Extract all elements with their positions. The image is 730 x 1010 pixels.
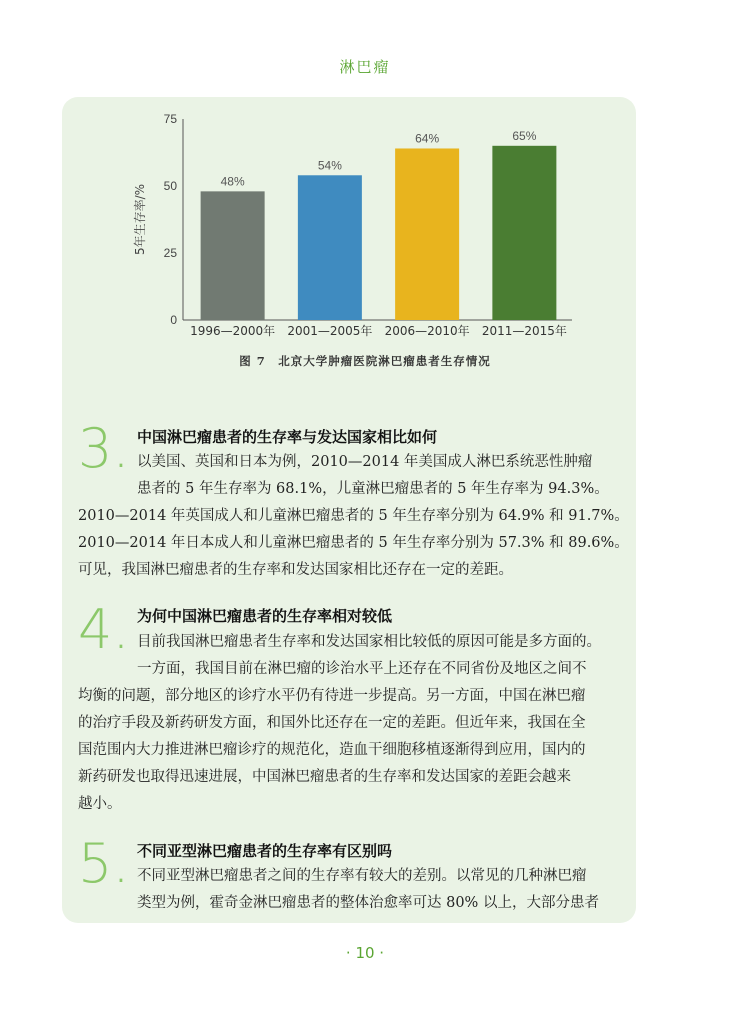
paragraph: [137, 656, 587, 683]
x-tick-label: 2006—2010年: [384, 324, 470, 338]
paragraph-first: [137, 629, 601, 656]
section-number: 3.: [78, 417, 130, 480]
text-line: 不同亚型淋巴瘤患者之间的生存率有较大的差别。以常见的几种淋巴瘤: [137, 868, 587, 884]
section-number: 4.: [78, 598, 130, 661]
paragraph: [78, 683, 586, 818]
text-line: 患者的 5 年生存率为 68.1%，儿童淋巴瘤患者的 5 年生存率为 94.3%。: [137, 481, 609, 497]
text-line: 新药研发也取得迅速进展，中国淋巴瘤患者的生存率和发达国家的差距会越来: [78, 769, 571, 785]
bar-value-label: 48%: [220, 174, 245, 189]
y-tick-label: 25: [163, 246, 177, 260]
y-tick-label: 75: [163, 112, 177, 126]
bar: [492, 146, 556, 320]
text-line: 类型为例，霍奇金淋巴瘤患者的整体治愈率可达 80% 以上，大部分患者: [137, 895, 599, 911]
bar: [298, 175, 362, 320]
bar-value-label: 65%: [512, 128, 537, 143]
bar-value-label: 64%: [415, 131, 440, 146]
text-line: 以美国、英国和日本为例，2010—2014 年美国成人淋巴系统恶性肿瘤: [137, 454, 593, 470]
page-number: · 10 ·: [345, 944, 385, 962]
y-axis-label: 5年生存率/%: [133, 183, 147, 256]
text-line: 目前我国淋巴瘤患者生存率和发达国家相比较低的原因可能是多方面的。: [137, 634, 601, 650]
x-tick-label: 2011—2015年: [481, 324, 567, 338]
text-line: 国范围内大力推进淋巴瘤诊疗的规范化，造血干细胞移植逐渐得到应用，国内的: [78, 742, 586, 758]
section-title: 中国淋巴瘤患者的生存率与发达国家相比如何: [137, 428, 438, 446]
section-number: 5.: [78, 832, 130, 895]
bar: [395, 148, 459, 320]
text-line: 一方面，我国目前在淋巴瘤的诊治水平上还存在不同省份及地区之间不: [137, 661, 587, 677]
paragraph-first: [137, 449, 592, 476]
y-tick-label: 50: [163, 179, 177, 193]
section-title: 不同亚型淋巴瘤患者的生存率有区别吗: [137, 842, 393, 860]
text-line: 的治疗手段及新药研发方面，和国外比还存在一定的差距。但近年来，我国在全: [78, 715, 586, 731]
x-tick-label: 1996—2000年: [190, 324, 276, 338]
bar-value-label: 54%: [317, 158, 342, 173]
x-tick-label: 2001—2005年: [287, 324, 373, 338]
paragraph-first: [137, 863, 599, 917]
text-line: 2010—2014 年日本成人和儿童淋巴瘤患者的 5 年生存率分别为 57.3% 和 89.6%。: [78, 535, 629, 551]
text-line: 2010—2014 年英国成人和儿童淋巴瘤患者的 5 年生存率分别为 64.9% 和 91.7%。: [78, 508, 629, 524]
figure-caption: 图 7 北京大学肿瘤医院淋巴瘤患者生存情况: [239, 354, 491, 368]
section-title: 为何中国淋巴瘤患者的生存率相对较低: [137, 607, 393, 625]
paragraph: [137, 476, 609, 503]
paragraph: [78, 503, 629, 584]
text-line: 均衡的问题，部分地区的诊疗水平仍有待进一步提高。另一方面，中国在淋巴瘤: [78, 688, 586, 704]
y-tick-label: 0: [170, 313, 177, 327]
text-line: 可见，我国淋巴瘤患者的生存率和发达国家相比还存在一定的差距。: [78, 562, 513, 578]
running-header: 淋巴瘤: [339, 58, 391, 76]
bar: [201, 191, 265, 320]
survival-bar-chart: [0, 0, 730, 360]
text-line: 越小。: [78, 796, 122, 812]
